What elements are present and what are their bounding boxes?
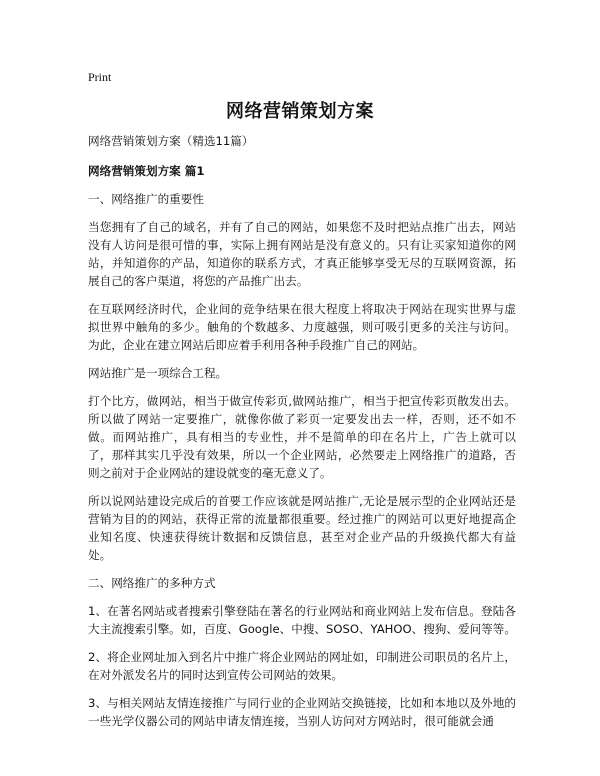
paragraph: 网站推广是一项综合工程。 (88, 366, 228, 380)
paragraph: 当您拥有了自己的域名，并有了自己的网站，如果您不及时把站点推广出去，网站没有人访问是很可惜的事，实际上拥有网站是没有意义的。只有让买家知道你的网站，并知道你的产品，知道你的联系方式，才真正能够享受无尽的互联网资源，拓展自己的客户渠道，将您的产品推广出去。 (88, 220, 516, 288)
paragraph: 二、网络推广的多种方式 (88, 576, 216, 590)
paragraph: 打个比方，做网站，相当于做宣传彩页,做网站推广，相当于把宣传彩页散发出去。所以做了网站一定要推广，就像你做了彩页一定要发出去一样，否则，还不如不做。而网站推广，具有相当的专业性，并不是简单的印在名片上，广告上就可以了，那样其实几乎没有效果，所以一个企业网站，必然要走上网络推广的道路，否则之前对于企业网站的建设就变的毫无意义了。 (88, 394, 516, 480)
document-title: 网络营销策划方案 (226, 101, 374, 122)
paragraph: 一、网络推广的重要性 (88, 192, 204, 206)
paragraph: 在互联网经济时代，企业间的竞争结果在很大程度上将取决于网站在现实世界与虚拟世界中触角的多少。触角的个数越多、力度越强，则可吸引更多的关注与访问。为此，企业在建立网站后即应着手利用各种手段推广自己的网站。 (88, 302, 516, 352)
paragraph: 2、将企业网址加入到名片中推广将企业网站的网址如，印制进公司职员的名片上，在对外派发名片的同时达到宣传公司网站的效果。 (88, 650, 516, 682)
document-subtitle: 网络营销策划方案（精选11篇） (88, 134, 254, 148)
document-body (88, 132, 516, 740)
paragraph: 所以说网站建设完成后的首要工作应该就是网站推广,无论是展示型的企业网站还是营销为目的的网站，获得正常的流量都很重要。经过推广的网站可以更好地提高企业知名度、快速获得统计数据和反馈信息，甚至对企业产品的升级换代都大有益处。 (88, 494, 516, 562)
paragraph: 1、在著名网站或者搜索引擎登陆在著名的行业网站和商业网站上发布信息。登陆各大主流搜索引擎。如，百度、Google、中搜、SOSO、YAHOO、搜狗、爱问等等。 (88, 604, 516, 636)
section-heading: 网络营销策划方案 篇1 (88, 164, 205, 178)
print-link[interactable]: Print (88, 70, 112, 84)
paragraph: 3、与相关网站友情连接推广与同行业的企业网站交换链接，比如和本地以及外地的一些光学仪器公司的网站申请友情连接，当别人访问对方网站时，很可能就会通 (88, 696, 516, 728)
